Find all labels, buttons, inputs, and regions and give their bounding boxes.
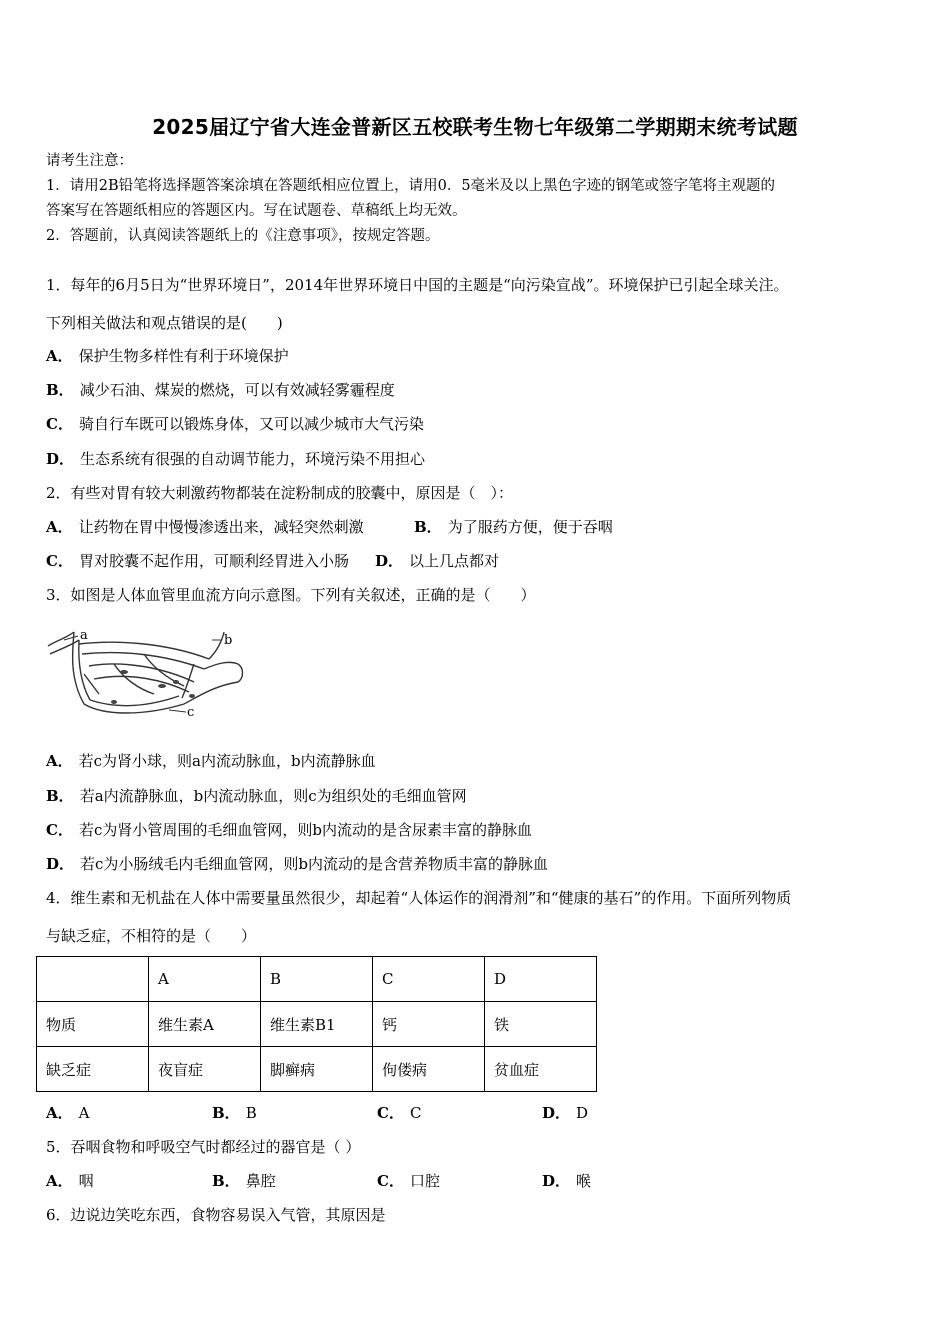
q2-option-c: C． 胃对胶囊不起作用，可顺利经胃进入小肠 <box>46 552 349 570</box>
diagram-label-a: a <box>80 628 88 643</box>
notice-line: 2．答题前，认真阅读答题纸上的《注意事项》，按规定答题。 <box>46 228 440 244</box>
notice-line: 1．请用2B铅笔将选择题答案涂填在答题纸相应位置上，请用0．5毫米及以上黑色字迹的钢笔或签字笔将主观题的 <box>46 178 776 194</box>
q5-option-b: B． 鼻腔 <box>212 1172 276 1190</box>
table-cell: C <box>373 957 485 1002</box>
q4-stem: 4．维生素和无机盐在人体中需要量虽然很少，却起着“人体运作的润滑剂”和“健康的基石”的作用。下面所列物质 <box>46 889 792 907</box>
table-cell: 铁 <box>485 1002 597 1047</box>
q5-stem: 5．吞咽食物和呼吸空气时都经过的器官是（ ） <box>46 1138 361 1156</box>
diagram-label-b: b <box>224 633 233 648</box>
q2-option-a: A． 让药物在胃中慢慢渗透出来，减轻突然刺激 <box>46 518 364 536</box>
table-cell: 贫血症 <box>485 1047 597 1092</box>
table-cell: 钙 <box>373 1002 485 1047</box>
table-header-row <box>37 957 597 1002</box>
table-cell: 维生素A <box>149 1002 261 1047</box>
q5-option-a: A． 咽 <box>46 1172 94 1190</box>
q5-option-c: C． 口腔 <box>377 1172 440 1190</box>
table-cell: 缺乏症 <box>37 1047 149 1092</box>
table-cell <box>37 957 149 1002</box>
q2-stem: 2．有些对胃有较大刺激药物都装在淀粉制成的胶囊中，原因是（ ）： <box>46 484 514 502</box>
table-cell: 佝偻病 <box>373 1047 485 1092</box>
q4-option-c: C． C <box>377 1104 422 1122</box>
page-title: 2025届辽宁省大连金普新区五校联考生物七年级第二学期期末统考试题 <box>152 115 798 139</box>
q1-option-d: D． 生态系统有很强的自动调节能力，环境污染不用担心 <box>46 450 426 468</box>
table-row <box>37 1002 597 1047</box>
table-cell: A <box>149 957 261 1002</box>
q3-option-d: D． 若c为小肠绒毛内毛细血管网，则b内流动的是含营养物质丰富的静脉血 <box>46 855 549 873</box>
table-row <box>37 1047 597 1092</box>
q1-option-a: A． 保护生物多样性有利于环境保护 <box>46 347 289 365</box>
table-cell: B <box>261 957 373 1002</box>
table-cell: 物质 <box>37 1002 149 1047</box>
q1-stem: 1．每年的6月5日为“世界环境日”，2014年世界环境日中国的主题是“向污染宣战”。环境保护已引起全球关注。 <box>46 276 789 294</box>
vitamin-table <box>36 956 597 1092</box>
q3-option-a: A． 若c为肾小球，则a内流动脉血，b内流静脉血 <box>46 752 376 770</box>
q4-option-b: B． B <box>212 1104 257 1122</box>
q3-stem: 3．如图是人体血管里血流方向示意图。下列有关叙述，正确的是（ ） <box>46 586 536 604</box>
q1-option-c: C． 骑自行车既可以锻炼身体，又可以减少城市大气污染 <box>46 415 424 433</box>
q3-option-b: B． 若a内流静脉血，b内流动脉血，则c为组织处的毛细血管网 <box>46 787 467 805</box>
q4-option-d: D． D <box>542 1104 589 1122</box>
notice-line: 答案写在答题纸相应的答题区内。写在试题卷、草稿纸上均无效。 <box>46 203 467 219</box>
notice-heading: 请考生注意： <box>46 153 133 169</box>
table-cell: 维生素B1 <box>261 1002 373 1047</box>
q1-option-b: B． 减少石油、煤炭的燃烧，可以有效减轻雾霾程度 <box>46 381 395 399</box>
table-cell: D <box>485 957 597 1002</box>
table-cell: 脚癣病 <box>261 1047 373 1092</box>
table-cell: 夜盲症 <box>149 1047 261 1092</box>
q4-stem: 与缺乏症，不相符的是（ ） <box>46 927 257 945</box>
blood-vessel-diagram <box>44 624 249 724</box>
q2-option-d: D． 以上几点都对 <box>375 552 500 570</box>
q2-option-b: B． 为了服药方便，便于吞咽 <box>414 518 613 536</box>
q6-stem: 6．边说边笑吃东西，食物容易误入气管，其原因是 <box>46 1206 386 1224</box>
q1-stem: 下列相关做法和观点错误的是( ) <box>46 314 283 332</box>
q4-option-a: A． A <box>46 1104 90 1122</box>
q3-option-c: C． 若c为肾小管周围的毛细血管网，则b内流动的是含尿素丰富的静脉血 <box>46 821 532 839</box>
q5-option-d: D． 喉 <box>542 1172 592 1190</box>
diagram-label-c: c <box>187 705 195 720</box>
